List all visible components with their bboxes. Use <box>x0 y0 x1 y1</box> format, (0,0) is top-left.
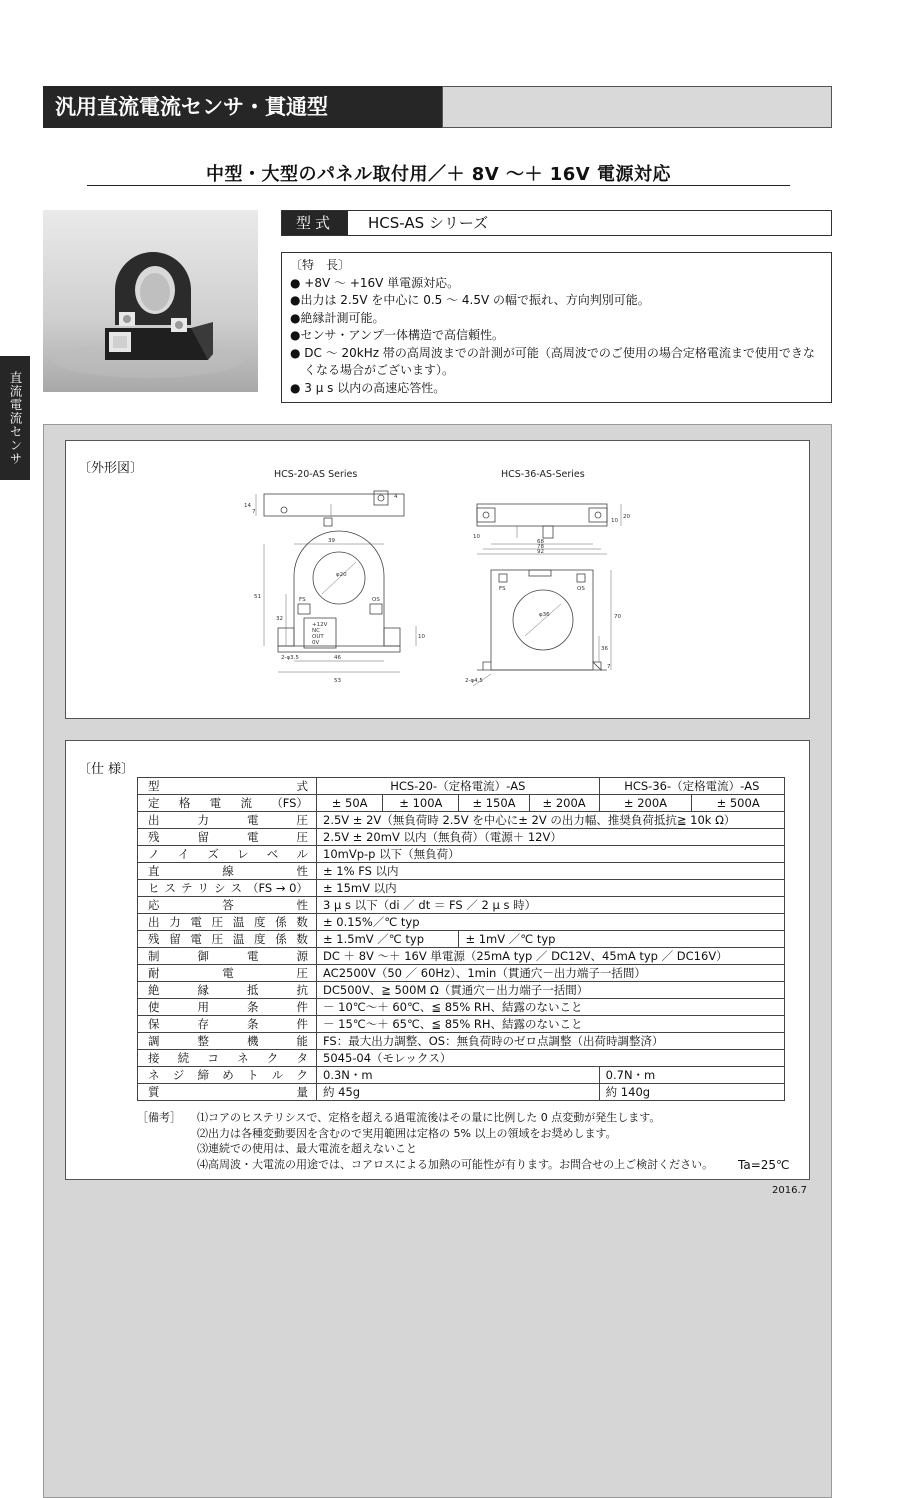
spec-cell: 10mVp-p 以下（無負荷） <box>317 846 785 863</box>
page-subtitle: 中型・大型のパネル取付用／＋ 8V ～＋ 16V 電源対応 <box>206 164 671 185</box>
outline-box <box>65 440 810 719</box>
spec-cell: FS：最大出力調整、OS：無負荷時のゼロ点調整（出荷時調整済） <box>317 1033 785 1050</box>
pin-label: OS <box>372 597 380 603</box>
pin-label: 0V <box>312 640 320 646</box>
feature-item: ● 3 μ s 以内の高速応答性。 <box>290 380 446 395</box>
spec-cell: HCS-36-（定格電流）-AS <box>599 778 784 795</box>
spec-label: ノ イ ズ レ ベ ル <box>138 846 317 863</box>
spec-label: 接 続 コ ネ ク タ <box>138 1050 317 1067</box>
spec-cell: 0.7N・m <box>599 1067 784 1084</box>
spec-cell: 約 140g <box>599 1084 784 1101</box>
spec-cell: ± 15mV 以内 <box>317 880 785 897</box>
header-bar <box>442 86 832 128</box>
drawing2-outline <box>461 486 661 696</box>
spec-row <box>138 982 785 999</box>
spec-cell: ± 1mV ／℃ typ <box>459 931 785 948</box>
dim-label: 10 <box>611 518 618 524</box>
spec-cell: 2.5V ± 20mV 以内（無負荷）（電源＋ 12V） <box>317 829 785 846</box>
dim-label: 39 <box>328 538 335 544</box>
dim-label: 10 <box>418 634 425 640</box>
feature-item: ● DC ～ 20kHz 帯の高周波までの計測が可能（高周波でのご使用の場合定格電流まで使用できなくなる場合がございます）。 <box>290 345 815 377</box>
drawing2-title: HCS-36-AS-Series <box>501 469 585 480</box>
spec-row <box>138 863 785 880</box>
spec-cell: DC ＋ 8V ～＋ 16V 単電源（25mA typ ／ DC12V、45mA typ ／ DC16V） <box>317 948 785 965</box>
spec-row <box>138 897 785 914</box>
dim-label: 53 <box>334 678 341 684</box>
dim-label: 46 <box>334 655 341 661</box>
spec-cell: AC2500V（50 ／ 60Hz）、1min（貫通穴－出力端子一括間） <box>317 965 785 982</box>
spec-label: 残 留 電 圧 温 度 係 数 <box>138 931 317 948</box>
features-box <box>281 252 832 403</box>
spec-label: 残 留 電 圧 <box>138 829 317 846</box>
spec-cell: ± 200A <box>529 795 599 812</box>
spec-row <box>138 965 785 982</box>
notes <box>137 1110 713 1172</box>
spec-label: 制 御 電 源 <box>138 948 317 965</box>
spec-label: 耐 電 圧 <box>138 965 317 982</box>
drawing1-title: HCS-20-AS Series <box>274 469 358 480</box>
dim-label: 70 <box>614 614 621 620</box>
spec-label: 型 式 <box>138 778 317 795</box>
spec-cell: 2.5V ± 2V（無負荷時 2.5V を中心に± 2V の出力幅、推奨負荷抵抗≧ 10k Ω） <box>317 812 785 829</box>
pin-label: NC <box>312 628 320 634</box>
dim-label: 32 <box>276 616 283 622</box>
dim-label: 20 <box>623 514 630 520</box>
spec-cell: ± 200A <box>599 795 692 812</box>
section-title: 汎用直流電流センサ・貫通型 <box>43 86 442 128</box>
sensor-image <box>43 210 258 392</box>
spec-label: 出 力 電 圧 <box>138 812 317 829</box>
product-photo <box>43 210 258 392</box>
spec-label: 直 線 性 <box>138 863 317 880</box>
spec-label: ネ ジ 締 め ト ル ク <box>138 1067 317 1084</box>
side-tab: 直流電流センサ <box>0 356 30 480</box>
spec-cell: 3 μ s 以下（di ／ dt ＝ FS ／ 2 μ s 時） <box>317 897 785 914</box>
dim-label: 14 <box>244 503 251 509</box>
spec-label: 保 存 条 件 <box>138 1016 317 1033</box>
feature-item: ●絶縁計測可能。 <box>290 310 385 325</box>
features-title: 〔特 長〕 <box>290 258 351 272</box>
model-box <box>281 210 832 236</box>
spec-cell: ± 1.5mV ／℃ typ <box>317 931 459 948</box>
spec-cell: 5045-04（モレックス） <box>317 1050 785 1067</box>
dim-label: 7 <box>607 664 611 670</box>
spec-label: 出 力 電 圧 温 度 係 数 <box>138 914 317 931</box>
spec-table <box>137 777 785 1101</box>
note-item: ⑴コアのヒステリシスで、定格を超える過電流後はその量に比例した 0 点変動が発生します。 <box>197 1111 661 1124</box>
spec-cell: ± 0.15%／℃ typ <box>317 914 785 931</box>
spec-row <box>138 795 785 812</box>
spec-cell: ± 1% FS 以内 <box>317 863 785 880</box>
pin-label: FS <box>499 586 506 592</box>
note-item: ⑵出力は各種変動要因を含むので実用範囲は定格の 5% 以上の領域をお奨めします。 <box>197 1126 617 1140</box>
spec-cell: － 15℃～＋ 65℃、≦ 85% RH、結露のないこと <box>317 1016 785 1033</box>
spec-cell: ± 500A <box>692 795 785 812</box>
dim-label: φ36 <box>539 612 550 618</box>
notes-key: ［備考］ <box>137 1111 181 1124</box>
dim-label: 68 <box>537 539 544 545</box>
spec-row <box>138 1016 785 1033</box>
pin-label: OUT <box>312 634 324 640</box>
spec-label: 使 用 条 件 <box>138 999 317 1016</box>
spec-cell: 0.3N・m <box>317 1067 600 1084</box>
spec-row <box>138 1067 785 1084</box>
spec-row <box>138 1084 785 1101</box>
spec-title: 〔仕 様〕 <box>78 762 135 777</box>
spec-row <box>138 812 785 829</box>
spec-row <box>138 999 785 1016</box>
spec-cell: － 10℃～＋ 60℃、≦ 85% RH、結露のないこと <box>317 999 785 1016</box>
pin-label: OS <box>577 586 585 592</box>
dim-label: 4 <box>394 494 398 500</box>
spec-cell: ± 150A <box>459 795 529 812</box>
dim-label: 7 <box>252 509 256 515</box>
spec-row <box>138 914 785 931</box>
spec-row <box>138 931 785 948</box>
dim-label: 92 <box>537 549 544 555</box>
dim-label: 51 <box>254 594 261 600</box>
dim-label: 78 <box>537 544 544 550</box>
spec-row <box>138 1033 785 1050</box>
spec-row <box>138 846 785 863</box>
model-value: HCS-AS シリーズ <box>368 214 489 232</box>
spec-row <box>138 778 785 795</box>
spec-cell: ± 50A <box>317 795 383 812</box>
outline-title: 〔外形図〕 <box>78 461 144 476</box>
dim-label: φ20 <box>336 572 347 578</box>
spec-row <box>138 829 785 846</box>
feature-item: ●出力は 2.5V を中心に 0.5 ～ 4.5V の幅で振れ、方向判別可能。 <box>290 293 650 307</box>
drawing1-outline <box>226 486 426 696</box>
feature-item: ●センサ・アンプ一体構造で高信頼性。 <box>290 328 504 342</box>
ambient-temp: Ta=25℃ <box>738 1158 790 1172</box>
pin-label: +12V <box>312 622 328 628</box>
model-label: 型式 <box>282 211 348 235</box>
spec-row <box>138 948 785 965</box>
dim-label: 2-φ4.5 <box>465 678 483 684</box>
spec-row <box>138 880 785 897</box>
spec-label: 応 答 性 <box>138 897 317 914</box>
dim-label: 36 <box>601 646 608 652</box>
spec-cell: DC500V、≧ 500M Ω（貫通穴－出力端子一括間） <box>317 982 785 999</box>
spec-label: ヒ ス テ リ シ ス （FS → 0） <box>138 880 317 897</box>
publish-date: 2016.7 <box>772 1185 807 1196</box>
dim-label: 10 <box>473 534 480 540</box>
feature-item: ● +8V ～ +16V 単電源対応。 <box>290 275 460 290</box>
dim-label: 2-φ3.5 <box>281 655 299 661</box>
note-item: ⑶連続での使用は、最大電流を超えないこと <box>197 1142 417 1155</box>
pin-label: FS <box>299 597 306 603</box>
spec-label: 質 量 <box>138 1084 317 1101</box>
spec-label: 絶 縁 抵 抗 <box>138 982 317 999</box>
spec-cell: HCS-20-（定格電流）-AS <box>317 778 600 795</box>
subtitle-rule <box>87 185 790 186</box>
note-item: ⑷高周波・大電流の用途では、コアロスによる加熱の可能性が有ります。お問合せの上ご検討ください。 <box>197 1157 714 1171</box>
spec-cell: ± 100A <box>383 795 459 812</box>
spec-row <box>138 1050 785 1067</box>
spec-label: 調 整 機 能 <box>138 1033 317 1050</box>
spec-label: 定 格 電 流 （FS） <box>138 795 317 812</box>
spec-cell: 約 45g <box>317 1084 600 1101</box>
